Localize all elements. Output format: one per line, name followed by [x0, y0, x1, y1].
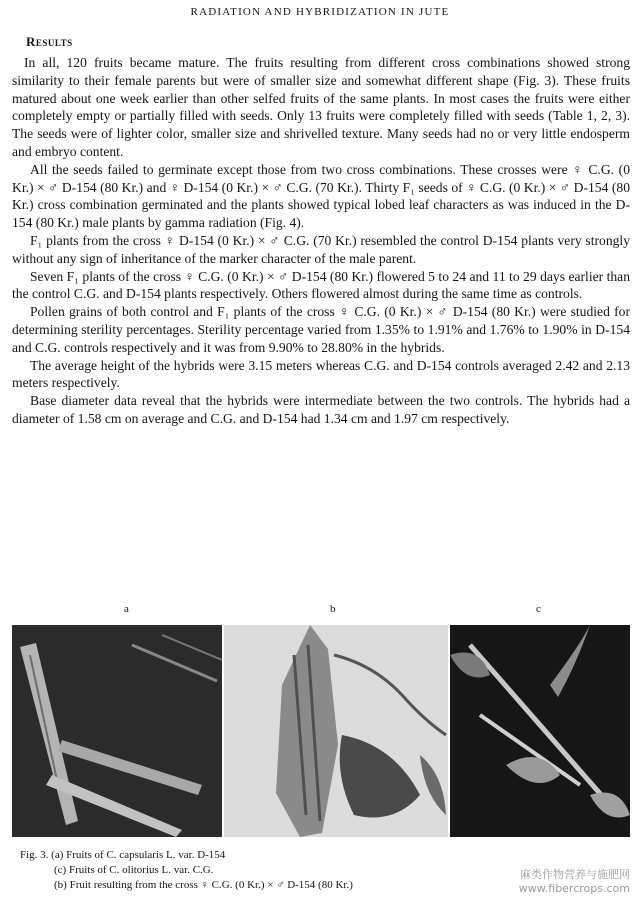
photo-a-capsularis-fruits: [12, 625, 222, 837]
watermark-url: www.fibercrops.com: [518, 882, 630, 895]
figure-label-b: b: [330, 603, 336, 615]
paragraph-5: Pollen grains of both control and F₁ plants of the cross ♀ C.G. (0 Kr.) × ♂ D-154 (80 Kr.) were studied for determining sterility percentages. Sterility percentage varied from 1.35% to 1.91% and 1.76% to 1.90% in D-154 and C.G. controls respectively and it was from 9.90% to 28.80% in the hybrids.: [12, 304, 630, 355]
paragraph-1: In all, 120 fruits became mature. The fruits resulting from different cross combinations showed strong similarity to their female parents but were of smaller size and somewhat different shape (Fig. 3). These fruits matured about one week earlier than other selfed fruits of the same plants. In most cases the fruits were either completely empty or partially filled with seeds. Only 13 fruits were completely filled with seeds (Table 1, 2, 3). The seeds were of lighter color, smaller size and shrivelled texture. Many seeds had no or very little endosperm and embryo content.: [12, 55, 630, 159]
photo-b-hybrid-fruit: [224, 625, 448, 837]
figure-3: [12, 603, 630, 839]
paragraph-6: The average height of the hybrids were 3.15 meters whereas C.G. and D-154 controls averaged 2.42 and 2.13 meters respectively.: [12, 357, 630, 391]
paragraph-4: Seven F₁ plants of the cross ♀ C.G. (0 Kr.) × ♂ D-154 (80 Kr.) flowered 5 to 24 and 11 to 29 days earlier than the control C.G. and D-154 plants respectively. Others flowered almost during the same time as controls.: [12, 268, 630, 302]
paragraph-7: Base diameter data reveal that the hybrids were intermediate between the two controls. The hybrids had a diameter of 1.58 cm on average and C.G. and D-154 had 1.34 cm and 1.97 cm respectively.: [12, 393, 630, 426]
watermark-name: 麻类作物营养与施肥网: [520, 868, 630, 881]
figure-caption: [20, 848, 353, 893]
figure-label-c: c: [536, 603, 541, 615]
photo-c-olitorius-fruits: [450, 625, 630, 837]
running-head: RADIATION AND HYBRIDIZATION IN JUTE: [190, 6, 450, 18]
caption-line-a: Fig. 3. (a) Fruits of C. capsularis L. var. D-154: [20, 849, 226, 861]
section-title: Results: [26, 34, 73, 49]
caption-line-b: (b) Fruit resulting from the cross ♀ C.G. (0 Kr.) × ♂ D-154 (80 Kr.): [54, 879, 353, 891]
caption-line-c: (c) Fruits of C. olitorius L. var. C.G.: [54, 864, 214, 876]
site-watermark: [519, 868, 630, 896]
paragraph-2: All the seeds failed to germinate except those from two cross combinations. These crosses were ♀ C.G. (0 Kr.) × ♂ D-154 (80 Kr.) and ♀ D-154 (0 Kr.) × ♂ C.G. (70 Kr.). Thirty F₁ seeds of ♀ C.G. (0 Kr.) × ♂ D-154 (80 Kr.) cross combination germinated and the plants showed typical lobed leaf characters as was induced in the D-154 (80 Kr.) male plants by gamma radiation (Fig. 4).: [12, 161, 630, 231]
paragraph-3: F₁ plants from the cross ♀ D-154 (0 Kr.) × ♂ C.G. (70 Kr.) resembled the control D-154 plants very strongly without any sign of inheritance of the marker character of the male parent.: [12, 232, 630, 266]
results-body: [12, 54, 630, 428]
figure-label-a: a: [124, 603, 129, 615]
